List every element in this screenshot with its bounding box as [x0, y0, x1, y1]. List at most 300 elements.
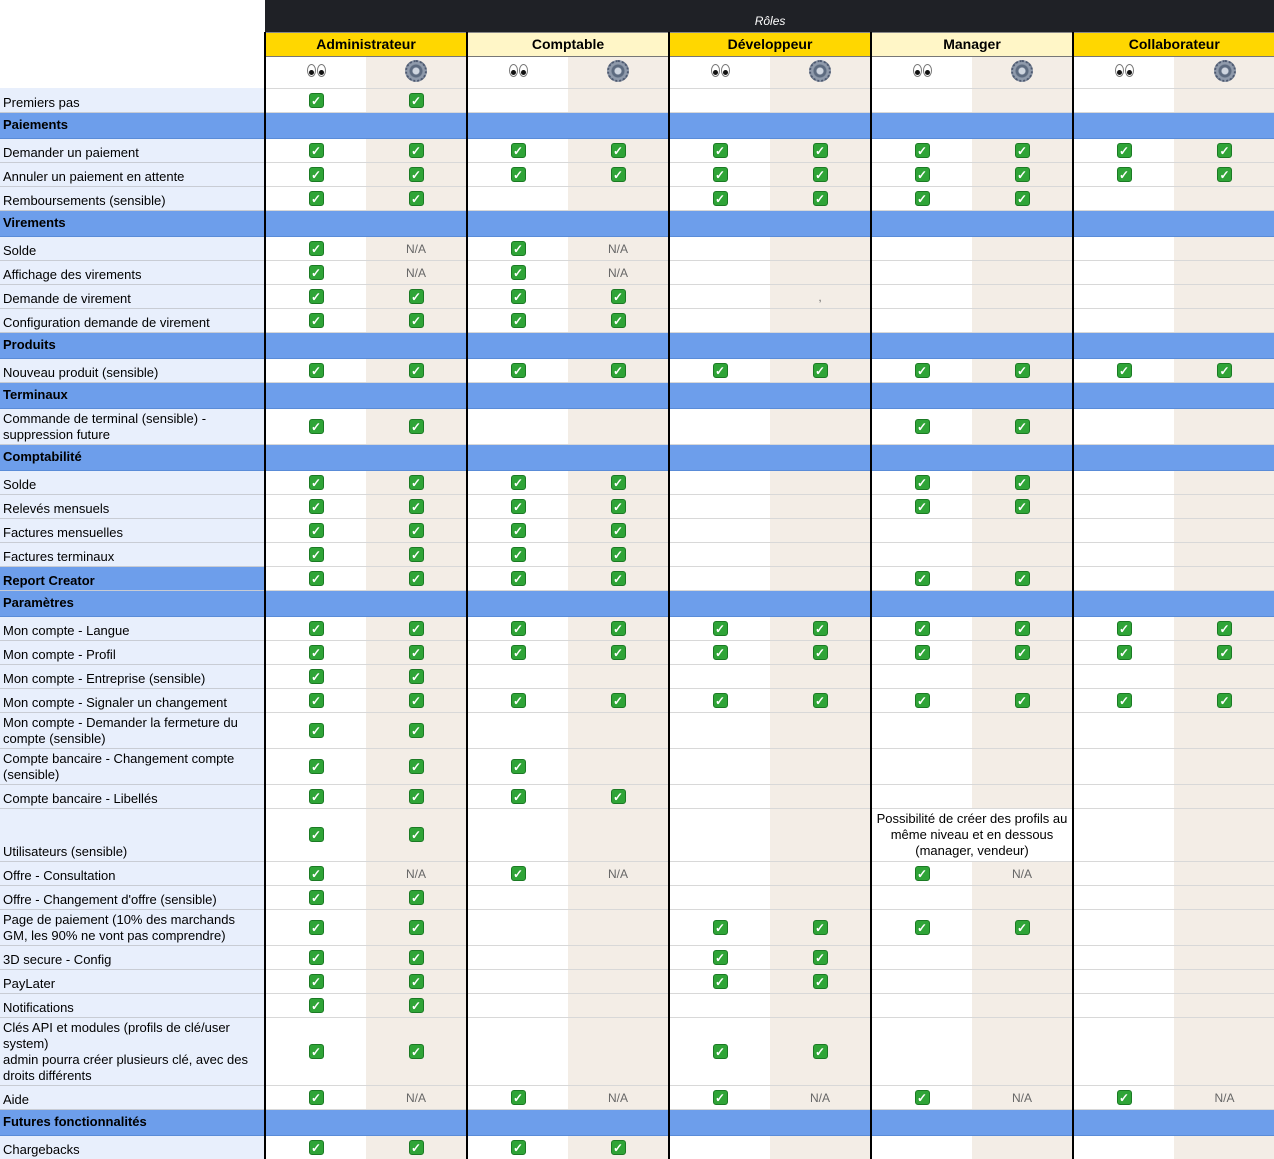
section-filler [1174, 444, 1274, 470]
check-icon: ✓ [309, 998, 324, 1013]
check-icon: ✓ [813, 363, 828, 378]
permission-cell [467, 909, 568, 945]
role-header-comptable: Comptable [467, 32, 669, 56]
check-icon: ✓ [409, 723, 424, 738]
permission-cell [871, 640, 972, 664]
check-icon: ✓ [309, 920, 324, 935]
permission-label: Demander un paiement [0, 138, 265, 162]
section-filler [972, 112, 1073, 138]
check-icon: ✓ [1015, 621, 1030, 636]
permission-cell [265, 358, 366, 382]
check-icon: ✓ [1117, 621, 1132, 636]
permission-cell [871, 308, 972, 332]
permission-cell [770, 542, 871, 566]
permission-cell [871, 664, 972, 688]
section-filler [265, 382, 366, 408]
permission-cell [1174, 808, 1274, 861]
check-icon: ✓ [309, 313, 324, 328]
permission-cell [467, 748, 568, 784]
permission-cell [669, 993, 770, 1017]
permission-cell [1174, 712, 1274, 748]
check-icon: ✓ [1117, 693, 1132, 708]
check-icon: ✓ [611, 143, 626, 158]
section-filler [568, 382, 669, 408]
check-icon: ✓ [1217, 143, 1232, 158]
permission-cell [366, 138, 467, 162]
permission-cell [568, 1017, 669, 1085]
permission-cell [366, 688, 467, 712]
permission-cell [265, 1085, 366, 1109]
permission-cell [770, 993, 871, 1017]
check-icon: ✓ [409, 789, 424, 804]
permission-cell [467, 162, 568, 186]
permission-cell [669, 1017, 770, 1085]
eyes-icon [509, 64, 528, 77]
permission-cell [669, 138, 770, 162]
permission-cell [1073, 162, 1174, 186]
check-icon: ✓ [309, 547, 324, 562]
section-filler [871, 210, 972, 236]
permission-cell [871, 861, 972, 885]
permission-cell [1073, 885, 1174, 909]
permission-cell [1073, 518, 1174, 542]
permission-cell [669, 260, 770, 284]
permission-cell [366, 542, 467, 566]
permission-cell [467, 308, 568, 332]
permission-cell [366, 494, 467, 518]
section-filler [871, 382, 972, 408]
permission-cell [770, 494, 871, 518]
permission-cell [568, 1085, 669, 1109]
permission-cell [1073, 945, 1174, 969]
check-icon: ✓ [409, 950, 424, 965]
permission-cell [1073, 470, 1174, 494]
role-header-collaborateur: Collaborateur [1073, 32, 1274, 56]
permission-cell [871, 1017, 972, 1085]
permission-cell [366, 358, 467, 382]
not-applicable-text: N/A [809, 1090, 830, 1105]
check-icon: ✓ [409, 669, 424, 684]
permission-cell [467, 712, 568, 748]
permission-cell [366, 518, 467, 542]
check-icon: ✓ [611, 499, 626, 514]
cell-text: , [818, 289, 822, 304]
permission-cell [1073, 408, 1174, 444]
permission-cell [467, 1017, 568, 1085]
check-icon: ✓ [511, 265, 526, 280]
section-filler [1174, 112, 1274, 138]
permission-cell [871, 784, 972, 808]
section-header-terminaux: Terminaux [0, 382, 265, 408]
check-icon: ✓ [1217, 693, 1232, 708]
permission-cell [467, 784, 568, 808]
permission-label: Solde [0, 236, 265, 260]
check-icon: ✓ [409, 693, 424, 708]
not-applicable-text: N/A [1011, 866, 1032, 881]
permission-cell [871, 712, 972, 748]
permission-cell [770, 748, 871, 784]
check-icon: ✓ [409, 523, 424, 538]
permission-cell [1174, 494, 1274, 518]
permission-cell [972, 1085, 1073, 1109]
check-icon: ✓ [309, 890, 324, 905]
check-icon: ✓ [409, 998, 424, 1013]
permission-cell [1073, 688, 1174, 712]
permission-cell [568, 861, 669, 885]
permission-cell [1174, 284, 1274, 308]
check-icon: ✓ [611, 571, 626, 586]
permission-cell [568, 885, 669, 909]
section-filler [1073, 590, 1174, 616]
permission-cell [871, 566, 972, 590]
permission-cell [568, 808, 669, 861]
permission-cell [669, 518, 770, 542]
section-header-comptabilite: Comptabilité [0, 444, 265, 470]
permission-cell [467, 664, 568, 688]
permission-cell [1073, 236, 1174, 260]
permission-cell [871, 885, 972, 909]
check-icon: ✓ [1117, 1090, 1132, 1105]
permission-cell [467, 969, 568, 993]
gear-icon [1011, 60, 1033, 82]
section-filler [265, 590, 366, 616]
permission-cell [770, 470, 871, 494]
permission-cell [366, 664, 467, 688]
section-filler [1174, 382, 1274, 408]
gear-icon [1214, 60, 1236, 82]
check-icon: ✓ [511, 789, 526, 804]
permission-cell [1174, 640, 1274, 664]
permission-cell [467, 260, 568, 284]
section-filler [467, 112, 568, 138]
gear-icon [405, 60, 427, 82]
permission-cell [265, 993, 366, 1017]
permission-cell [1174, 861, 1274, 885]
eyes-icon [711, 64, 730, 77]
section-filler [265, 112, 366, 138]
permission-cell [972, 260, 1073, 284]
section-filler [770, 112, 871, 138]
section-filler [568, 332, 669, 358]
permission-cell [770, 408, 871, 444]
column-icon-developpeur-config [770, 56, 871, 88]
permission-cell [669, 748, 770, 784]
section-filler [366, 1109, 467, 1135]
permission-cell [770, 236, 871, 260]
check-icon: ✓ [409, 289, 424, 304]
permission-cell [972, 640, 1073, 664]
permission-cell [972, 470, 1073, 494]
permission-cell [770, 945, 871, 969]
section-filler [1174, 332, 1274, 358]
permission-cell [568, 308, 669, 332]
section-header-produits: Produits [0, 332, 265, 358]
permission-cell [669, 808, 770, 861]
check-icon: ✓ [713, 167, 728, 182]
permission-cell [265, 784, 366, 808]
permission-cell [265, 470, 366, 494]
permission-cell [265, 664, 366, 688]
section-filler [1073, 112, 1174, 138]
permission-cell [1174, 408, 1274, 444]
permission-cell [366, 993, 467, 1017]
check-icon: ✓ [511, 1090, 526, 1105]
permission-cell [669, 909, 770, 945]
permission-cell [972, 616, 1073, 640]
permission-cell [467, 861, 568, 885]
check-icon: ✓ [1217, 645, 1232, 660]
permission-cell [669, 885, 770, 909]
check-icon: ✓ [713, 974, 728, 989]
permission-cell [972, 408, 1073, 444]
check-icon: ✓ [309, 621, 324, 636]
permission-label: Mon compte - Demander la fermeture du compte (sensible) [0, 712, 265, 748]
check-icon: ✓ [611, 1140, 626, 1155]
check-icon: ✓ [511, 571, 526, 586]
manager-note-text: Possibilité de créer des profils au même niveau et en dessous (manager, vendeur) [876, 810, 1068, 858]
check-icon: ✓ [409, 920, 424, 935]
permission-cell [366, 470, 467, 494]
check-icon: ✓ [309, 143, 324, 158]
check-icon: ✓ [611, 789, 626, 804]
check-icon: ✓ [1015, 363, 1030, 378]
permission-cell [1174, 664, 1274, 688]
permission-cell [669, 542, 770, 566]
check-icon: ✓ [309, 693, 324, 708]
check-icon: ✓ [1015, 143, 1030, 158]
check-icon: ✓ [409, 759, 424, 774]
permission-cell [467, 518, 568, 542]
permission-label: Chargebacks [0, 1135, 265, 1159]
permission-cell [972, 284, 1073, 308]
check-icon: ✓ [915, 693, 930, 708]
check-icon: ✓ [915, 191, 930, 206]
permission-cell [1073, 566, 1174, 590]
permission-cell [669, 640, 770, 664]
check-icon: ✓ [309, 363, 324, 378]
check-icon: ✓ [511, 499, 526, 514]
check-icon: ✓ [511, 363, 526, 378]
permission-cell [568, 945, 669, 969]
permission-cell [1174, 784, 1274, 808]
permission-cell [568, 162, 669, 186]
check-icon: ✓ [915, 499, 930, 514]
check-icon: ✓ [309, 827, 324, 842]
check-icon: ✓ [309, 1140, 324, 1155]
check-icon: ✓ [409, 313, 424, 328]
check-icon: ✓ [813, 950, 828, 965]
permission-cell [366, 784, 467, 808]
check-icon: ✓ [813, 143, 828, 158]
not-applicable-text: N/A [607, 241, 628, 256]
permission-cell [871, 945, 972, 969]
permission-cell [871, 408, 972, 444]
check-icon: ✓ [713, 950, 728, 965]
permission-cell [871, 542, 972, 566]
permission-cell [871, 260, 972, 284]
check-icon: ✓ [511, 693, 526, 708]
column-icon-collaborateur-view [1073, 56, 1174, 88]
check-icon: ✓ [309, 191, 324, 206]
permission-label: Mon compte - Entreprise (sensible) [0, 664, 265, 688]
permission-cell [366, 712, 467, 748]
permission-cell [265, 688, 366, 712]
section-filler [1073, 382, 1174, 408]
permission-cell [669, 358, 770, 382]
permission-label: Mon compte - Langue [0, 616, 265, 640]
check-icon: ✓ [611, 693, 626, 708]
permission-cell [871, 358, 972, 382]
permission-cell [1073, 358, 1174, 382]
not-applicable-text: N/A [405, 1090, 426, 1105]
permission-cell [669, 408, 770, 444]
permission-cell [770, 186, 871, 210]
permission-label: Remboursements (sensible) [0, 186, 265, 210]
permission-cell [972, 784, 1073, 808]
column-icon-collaborateur-config [1174, 56, 1274, 88]
permission-cell [467, 470, 568, 494]
permission-label: Compte bancaire - Changement compte (sensible) [0, 748, 265, 784]
permission-cell [669, 566, 770, 590]
permission-cell [1174, 518, 1274, 542]
permission-cell [366, 885, 467, 909]
section-filler [568, 210, 669, 236]
column-icon-administrateur-config [366, 56, 467, 88]
check-icon: ✓ [915, 363, 930, 378]
check-icon: ✓ [611, 313, 626, 328]
permission-cell [972, 566, 1073, 590]
permission-cell [265, 186, 366, 210]
permission-cell [265, 494, 366, 518]
permission-cell [366, 640, 467, 664]
permission-cell [366, 566, 467, 590]
permission-label: Demande de virement [0, 284, 265, 308]
permission-cell [1073, 542, 1174, 566]
permission-cell [265, 260, 366, 284]
permission-cell [770, 969, 871, 993]
gear-icon [607, 60, 629, 82]
not-applicable-text: N/A [405, 866, 426, 881]
section-filler [467, 590, 568, 616]
permission-label: Relevés mensuels [0, 494, 265, 518]
check-icon: ✓ [1015, 499, 1030, 514]
permission-cell [1174, 566, 1274, 590]
section-filler [972, 444, 1073, 470]
permission-cell [770, 308, 871, 332]
permission-cell [871, 518, 972, 542]
permission-cell [265, 640, 366, 664]
permission-cell [265, 566, 366, 590]
permission-label: Offre - Changement d'offre (sensible) [0, 885, 265, 909]
permission-cell [265, 1135, 366, 1159]
permission-label: Annuler un paiement en attente [0, 162, 265, 186]
permission-cell [265, 885, 366, 909]
permission-label: Aide [0, 1085, 265, 1109]
permission-cell [1174, 748, 1274, 784]
permission-cell [366, 260, 467, 284]
permission-cell [467, 358, 568, 382]
permission-label: Premiers pas [0, 88, 265, 112]
section-filler [568, 590, 669, 616]
check-icon: ✓ [409, 1140, 424, 1155]
permission-cell [366, 945, 467, 969]
check-icon: ✓ [409, 143, 424, 158]
section-filler [871, 1109, 972, 1135]
permission-cell [1073, 186, 1174, 210]
permission-cell [1174, 358, 1274, 382]
check-icon: ✓ [309, 499, 324, 514]
check-icon: ✓ [409, 547, 424, 562]
permission-cell [972, 861, 1073, 885]
check-icon: ✓ [409, 1044, 424, 1059]
not-applicable-text: N/A [607, 1090, 628, 1105]
permission-cell [1174, 1085, 1274, 1109]
check-icon: ✓ [813, 1044, 828, 1059]
permission-cell [568, 494, 669, 518]
eyes-icon [913, 64, 932, 77]
permission-cell [568, 748, 669, 784]
permission-cell [871, 1085, 972, 1109]
section-filler [265, 210, 366, 236]
permission-cell [871, 186, 972, 210]
permission-cell [972, 688, 1073, 712]
check-icon: ✓ [409, 167, 424, 182]
permission-cell [972, 1135, 1073, 1159]
check-icon: ✓ [409, 974, 424, 989]
permission-cell [972, 945, 1073, 969]
not-applicable-text: N/A [405, 241, 426, 256]
check-icon: ✓ [309, 265, 324, 280]
permission-cell [265, 308, 366, 332]
permission-cell [568, 88, 669, 112]
permission-cell [1073, 748, 1174, 784]
permission-label: Compte bancaire - Libellés [0, 784, 265, 808]
permission-label: Configuration demande de virement [0, 308, 265, 332]
check-icon: ✓ [713, 363, 728, 378]
check-icon: ✓ [611, 363, 626, 378]
permission-cell [568, 909, 669, 945]
permission-cell [1174, 993, 1274, 1017]
permission-cell [972, 162, 1073, 186]
not-applicable-text: N/A [607, 866, 628, 881]
permission-label: Mon compte - Signaler un changement [0, 688, 265, 712]
check-icon: ✓ [1117, 143, 1132, 158]
permission-cell [467, 566, 568, 590]
permission-cell [265, 162, 366, 186]
permission-cell [568, 664, 669, 688]
check-icon: ✓ [511, 1140, 526, 1155]
section-filler [265, 1109, 366, 1135]
permission-cell [467, 284, 568, 308]
permission-cell [770, 88, 871, 112]
column-icon-administrateur-view [265, 56, 366, 88]
section-filler [568, 444, 669, 470]
check-icon: ✓ [1217, 167, 1232, 182]
permission-cell [669, 664, 770, 688]
permission-cell [265, 138, 366, 162]
permission-cell [366, 284, 467, 308]
permission-cell [669, 88, 770, 112]
column-icon-developpeur-view [669, 56, 770, 88]
check-icon: ✓ [409, 499, 424, 514]
permission-cell [568, 993, 669, 1017]
permission-cell [568, 186, 669, 210]
check-icon: ✓ [915, 866, 930, 881]
permission-cell [770, 909, 871, 945]
permission-cell [972, 138, 1073, 162]
permission-cell [467, 885, 568, 909]
permission-label: Notifications [0, 993, 265, 1017]
